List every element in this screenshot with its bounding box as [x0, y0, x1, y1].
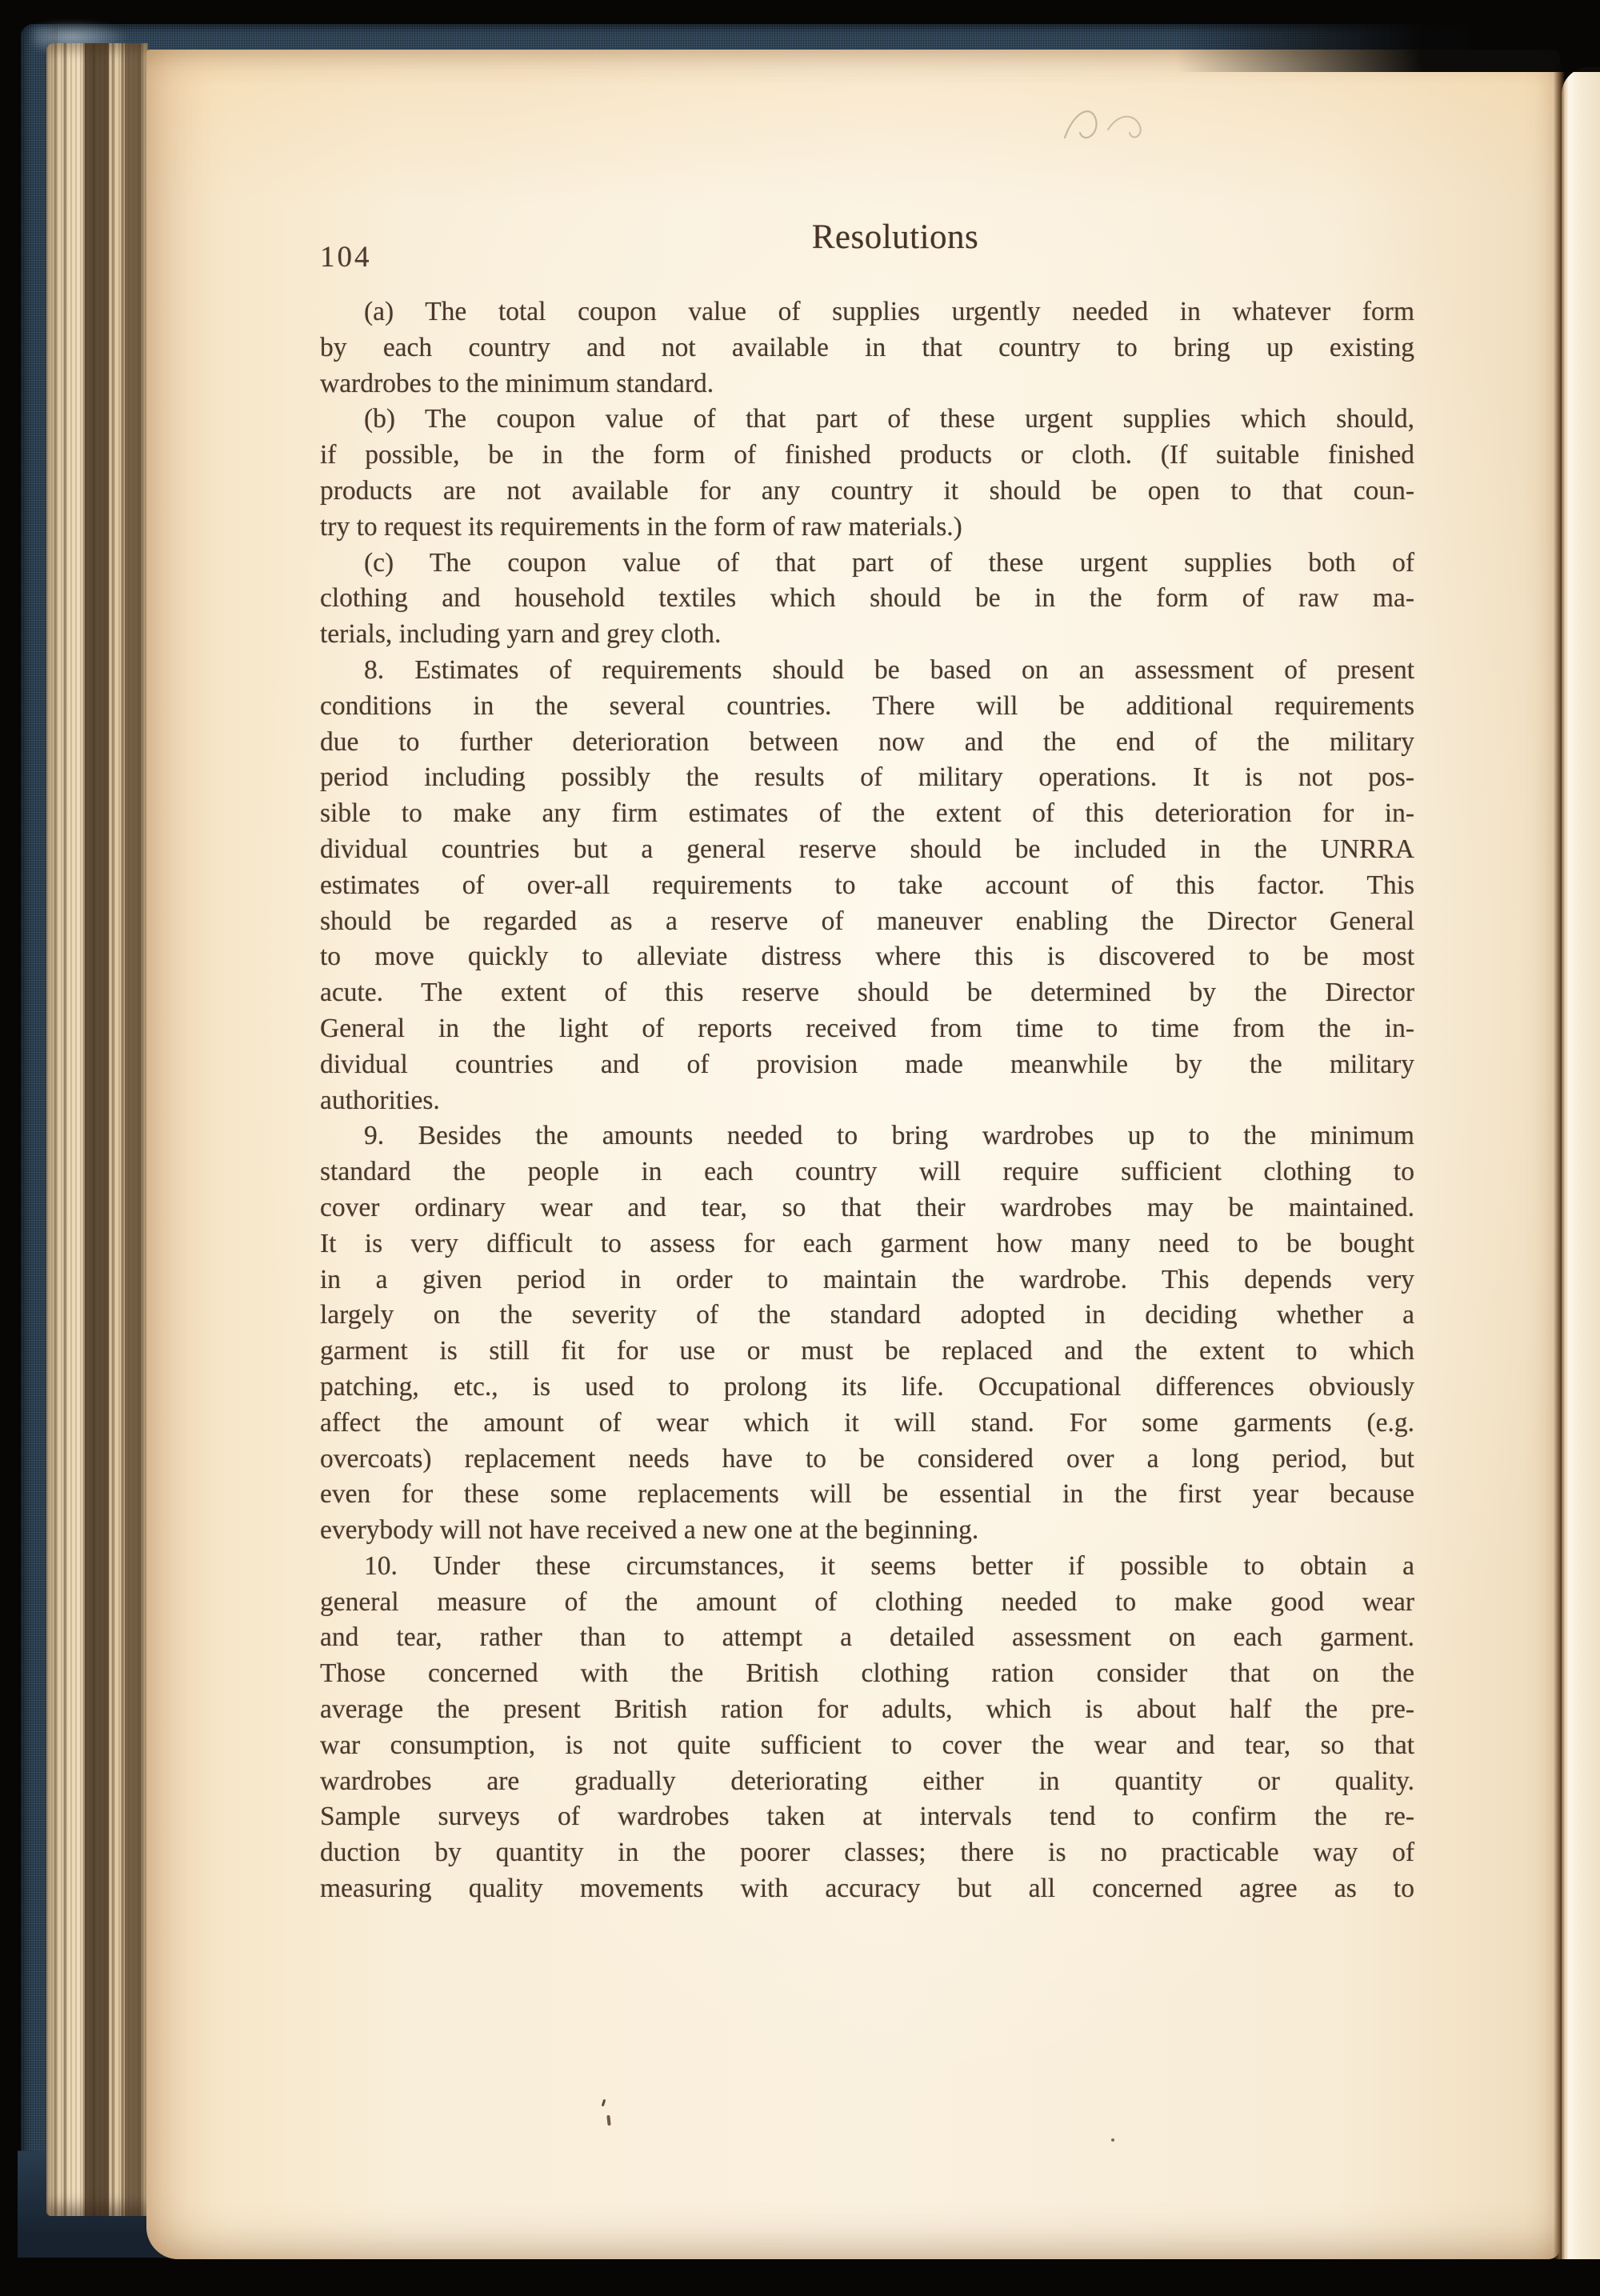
text-line: acute. The extent of this reserve should be determined by the Director [320, 978, 1414, 1008]
text-line: authorities. [320, 1085, 440, 1115]
text-line: (c) The coupon value of that part of these urgent supplies both of [364, 547, 1414, 578]
facing-page-sliver [1562, 67, 1600, 2259]
text-line: wardrobes are gradually deteriorating either in quantity or quality. [320, 1766, 1414, 1796]
text-line: and tear, rather than to attempt a detailed assessment on each garment. [320, 1622, 1414, 1653]
para-8 [320, 653, 1414, 1118]
text-line: measuring quality movements with accuracy but all concerned agree as to [320, 1874, 1414, 1904]
text-line: in a given period in order to maintain the wardrobe. This depends very [320, 1264, 1414, 1294]
page-number: 104 [320, 241, 372, 274]
page-edge-stack [46, 43, 148, 2216]
text-line: dividual countries and of provision made meanwhile by the military [320, 1049, 1414, 1079]
page-gutter-shadow [1554, 64, 1565, 2259]
text-line: try to request its requirements in the form of raw materials.) [320, 511, 962, 542]
text-line: everybody will not have received a new one at the beginning. [320, 1515, 979, 1546]
text-line: 8. Estimates of requirements should be based on an assessment of present [364, 654, 1414, 685]
text-line: (b) The coupon value of that part of these urgent supplies which should, [364, 404, 1414, 434]
text-line: products are not available for any country it should be open to that coun- [320, 475, 1414, 506]
text-line: 10. Under these circumstances, it seems better if possible to obtain a [364, 1550, 1414, 1581]
running-header: Resolutions [811, 218, 979, 256]
text-line: should be regarded as a reserve of maneuver enabling the Director General [320, 906, 1414, 936]
text-line: even for these some replacements will be essential in the first year because [320, 1479, 1414, 1510]
text-line: estimates of over-all requirements to take account of this factor. This [320, 870, 1414, 900]
text-line: terials, including yarn and grey cloth. [320, 619, 722, 650]
text-line: average the present British ration for adults, which is about half the pre- [320, 1694, 1414, 1725]
ink-speck [1111, 2138, 1114, 2142]
text-line: wardrobes to the minimum standard. [320, 368, 714, 398]
text-line: standard the people in each country will require sufficient clothing to [320, 1157, 1414, 1187]
text-line: by each country and not available in that country to bring up existing [320, 332, 1414, 362]
text-line: General in the light of reports received from time to time from the in- [320, 1013, 1414, 1043]
text-line: It is very difficult to assess for each garment how many need to be bought [320, 1228, 1414, 1258]
ink-speck [602, 2099, 606, 2106]
text-line: general measure of the amount of clothing needed to make good wear [320, 1586, 1414, 1617]
top-right-shadow [1176, 0, 1600, 72]
text-line: Sample surveys of wardrobes taken at intervals tend to confirm the re- [320, 1802, 1414, 1832]
text-line: if possible, be in the form of finished products or cloth. (If suitable finished [320, 440, 1414, 470]
pencil-mark-icon [1058, 99, 1178, 155]
text-line: period including possibly the results of military operations. It is not pos- [320, 762, 1414, 793]
text-line: war consumption, is not quite sufficient to cover the wear and tear, so that [320, 1730, 1414, 1760]
item-c [320, 546, 1414, 653]
text-line: due to further deterioration between now and the end of the military [320, 726, 1414, 757]
text-line: clothing and household textiles which should be in the form of raw ma- [320, 583, 1414, 614]
item-a [320, 294, 1414, 402]
text-line: sible to make any firm estimates of the extent of this deterioration for in- [320, 798, 1414, 829]
text-line: duction by quantity in the poorer classes; there is no practicable way of [320, 1838, 1414, 1868]
text-line: Those concerned with the British clothing ration consider that on the [320, 1658, 1414, 1689]
text-line: largely on the severity of the standard adopted in deciding whether a [320, 1300, 1414, 1330]
text-line: garment is still fit for use or must be replaced and the extent to which [320, 1336, 1414, 1366]
para-9 [320, 1118, 1414, 1549]
text-line: cover ordinary wear and tear, so that their wardrobes may be maintained. [320, 1192, 1414, 1222]
item-b [320, 402, 1414, 545]
text-line: patching, etc., is used to prolong its life. Occupational differences obviously [320, 1371, 1414, 1402]
text-line: conditions in the several countries. There will be additional requirements [320, 690, 1414, 721]
book-page [146, 50, 1560, 2259]
text-line: dividual countries but a general reserve should be included in the UNRRA [320, 834, 1414, 864]
ink-speck [606, 2115, 610, 2126]
para-10 [320, 1549, 1414, 1907]
text-line: (a) The total coupon value of supplies urgently needed in whatever form [364, 297, 1414, 326]
text-line: affect the amount of wear which it will stand. For some garments (e.g. [320, 1407, 1414, 1438]
text-line: 9. Besides the amounts needed to bring wardrobes up to the minimum [364, 1121, 1414, 1151]
text-line: to move quickly to alleviate distress where this is discovered to be most [320, 942, 1414, 972]
body-text [320, 294, 1414, 1907]
text-line: overcoats) replacement needs have to be considered over a long period, but [320, 1443, 1414, 1474]
